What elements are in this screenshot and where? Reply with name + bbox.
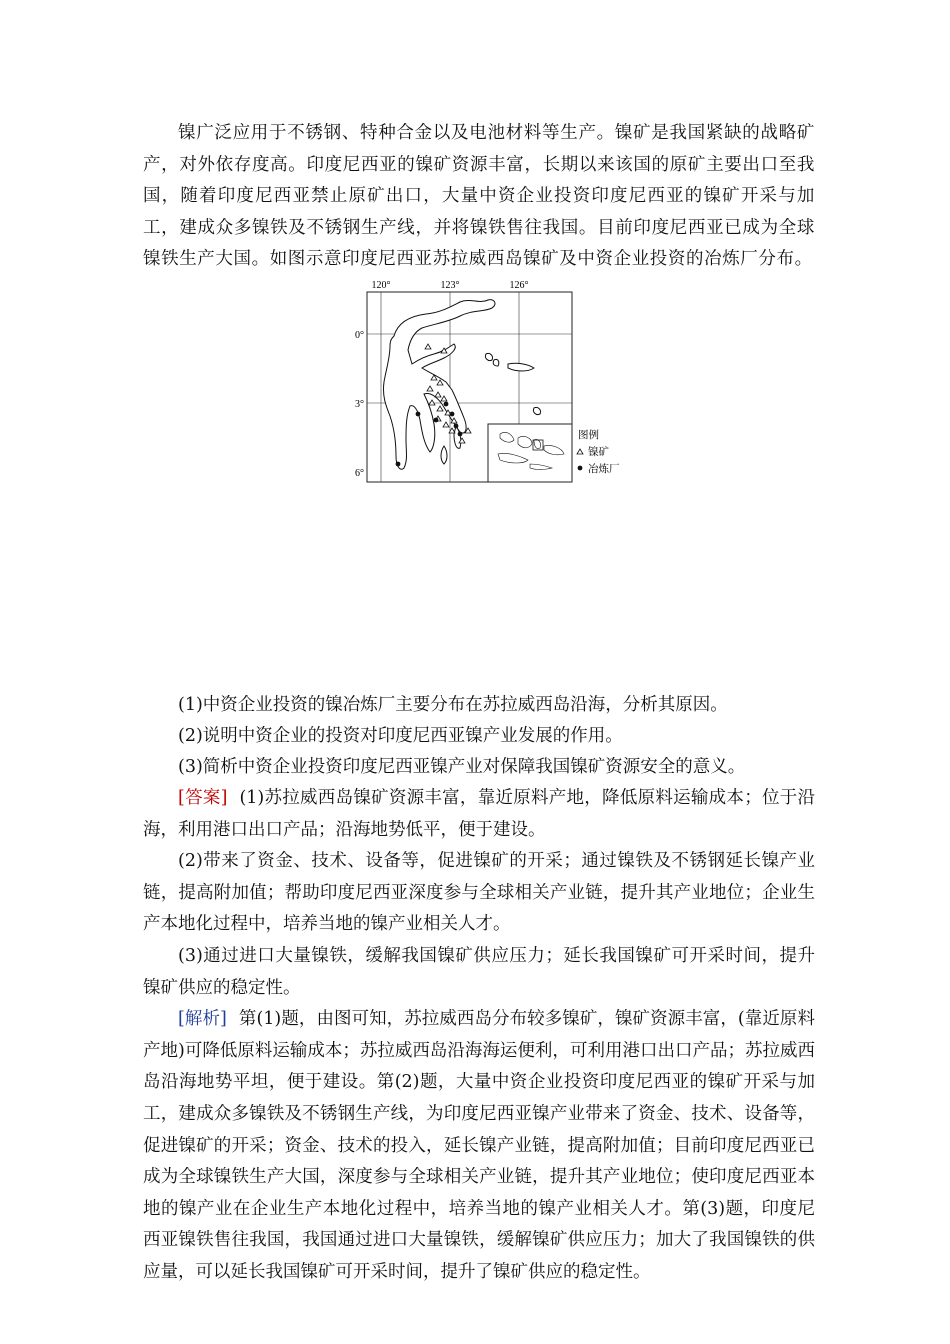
legend-smelter-label: 冶炼厂 [588, 463, 620, 475]
nickel-mine-marker [437, 406, 443, 411]
nickel-mine-marker [429, 400, 435, 405]
answer-paragraph-1 [143, 783, 815, 846]
intro-paragraph: 镍广泛应用于不锈钢、特种合金以及电池材料等生产。镍矿是我国紧缺的战略矿产，对外依存度高。印度尼西亚的镍矿资源丰富，长期以来该国的原矿主要出口至我国，随着印度尼西亚禁止原矿出口，大量中资企业投资印度尼西亚的镍矿开采与加工，建成众多镍铁及不锈钢生产线，并将镍铁售往我国。目前印度尼西亚已成为全球镍铁生产大国。如图示意印度尼西亚苏拉威西岛镍矿及中资企业投资的冶炼厂分布。 [143, 123, 815, 270]
analysis-text: 第(1)题，由图可知，苏拉威西岛分布较多镍矿，镍矿资源丰富，(靠近原料产地)可降低原料运输成本；苏拉威西岛沿海海运便利，可利用港口出口产品；苏拉威西岛沿海地势平坦，便于建设。第(2)题，大量中资企业投资印度尼西亚的镍矿开采与加工，建成众多镍铁及不锈钢生产线，为印度尼西亚镍产业带来了资金、技术、设备等，促进镍矿的开采；资金、技术的投入，延长镍产业链，提高附加值；目前印度尼西亚已成为全球镍铁生产大国，深度参与全球相关产业链，提升其产业地位；使印度尼西亚本地的镍产业在企业生产本地化过程中，培养当地的镍产业相关人才。第(3)题，印度尼西亚镍铁售往我国，我国通过进口大量镍铁，缓解镍矿供应压力；加大了我国镍铁的供应量，可以延长我国镍矿可开采时间，提升了镍矿供应的稳定性。 [143, 1009, 815, 1282]
analysis-label: [解析] [178, 1009, 227, 1030]
analysis-paragraph [143, 1004, 815, 1288]
legend-mine-label: 镍矿 [588, 446, 609, 458]
lon-label-126: 126° [509, 279, 529, 291]
answer-section [143, 783, 815, 1004]
answer-paragraph-2: (2)带来了资金、技术、设备等，促进镍矿的开采；通过镍铁及不锈钢延长镍产业链，提高附加值；帮助印度尼西亚深度参与全球相关产业链，提升其产业地位；企业生产本地化过程中，培养当地的镍产业相关人才。 [143, 851, 815, 935]
smelter-marker [454, 424, 459, 429]
answer-paragraph-3: (3)通过进口大量镍铁，缓解我国镍矿供应压力；延长我国镍矿可开采时间，提升镍矿供应的稳定性。 [143, 945, 815, 998]
nickel-mine-marker [443, 422, 449, 427]
answer-label: [答案] [178, 787, 228, 808]
question-2: (2)说明中资企业的投资对印度尼西亚镍产业发展的作用。 [178, 725, 623, 746]
smelter-marker [396, 462, 401, 467]
lat-label-3: 3° [355, 398, 364, 410]
sulawesi-map [348, 278, 620, 496]
question-3: (3)简析中资企业投资印度尼西亚镍产业对保障我国镍矿资源安全的意义。 [178, 756, 746, 777]
legend-mine-symbol [577, 449, 583, 454]
smelter-marker [444, 402, 449, 407]
smelter-marker [450, 412, 455, 417]
map-figure [143, 278, 815, 690]
inset-locator-map [488, 424, 572, 482]
analysis-section [143, 1004, 815, 1288]
legend-title: 图例 [578, 429, 599, 441]
nickel-mine-marker [425, 344, 431, 349]
lat-label-6: 6° [355, 467, 364, 479]
lon-label-120: 120° [371, 279, 391, 291]
document-page [143, 118, 815, 1288]
map-legend [577, 428, 620, 475]
smelter-marker [416, 412, 421, 417]
smelter-marker [434, 418, 439, 423]
question-1: (1)中资企业投资的镍冶炼厂主要分布在苏拉威西岛沿海，分析其原因。 [178, 694, 728, 715]
lon-label-123: 123° [440, 279, 460, 291]
answer-1-text: (1)苏拉威西岛镍矿资源丰富，靠近原料产地，降低原料运输成本；位于沿海，利用港口出口产品；沿海地势低平，便于建设。 [143, 787, 815, 840]
intro-section [143, 118, 815, 276]
legend-smelter-symbol [578, 466, 583, 471]
smelter-marker [458, 432, 463, 437]
questions-section [143, 690, 815, 783]
lat-label-0: 0° [355, 329, 364, 341]
